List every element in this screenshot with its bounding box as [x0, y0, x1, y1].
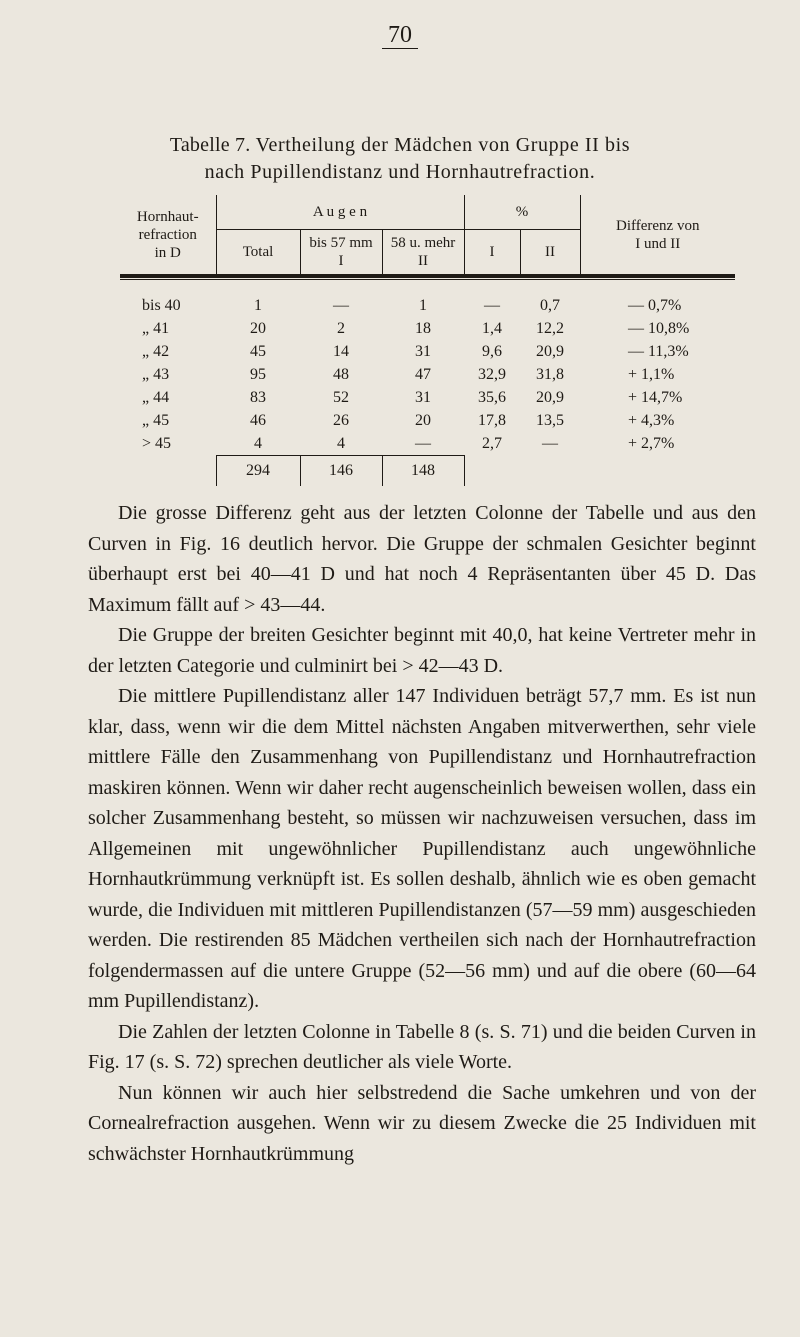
header-total: Total	[216, 230, 300, 276]
header-58-und-mehr: 58 u. mehr II	[382, 230, 464, 276]
row-label: „ 42	[142, 342, 170, 360]
cell-i: —	[333, 296, 349, 314]
cell-total: 1	[254, 296, 262, 314]
caption-line-2: nach Pupillendistanz und Hornhautrefraction.	[204, 161, 596, 183]
paragraph: Die grosse Differenz geht aus der letzten Colonne der Tabelle und aus den Curven in Fig. 16 deutlich hervor. Die Gruppe der schmalen Gesichter beginnt überhaupt erst bei 40—41 D und hat noch 4 Repräsentanten über 45 D. Das Maximum fällt auf > 43—44.	[88, 502, 756, 616]
cell-ii: —	[415, 434, 431, 452]
cell-ii: 31	[415, 388, 431, 406]
row-label: > 45	[142, 434, 172, 452]
cell-difference: + 2,7%	[628, 434, 675, 452]
cell-i: 48	[333, 365, 349, 383]
cell-total: 45	[250, 342, 266, 360]
cell-percent-ii: 20,9	[536, 388, 564, 406]
cell-difference: + 4,3%	[628, 411, 675, 429]
cell-i: 4	[337, 434, 345, 452]
cell-ii: 47	[415, 365, 431, 383]
caption-label: Tabelle 7.	[169, 134, 251, 156]
cell-total: 20	[250, 319, 266, 337]
header-refraction: Hornhaut- refraction in D	[136, 208, 199, 261]
cell-percent-ii: 12,2	[536, 319, 564, 337]
cell-total: 83	[250, 388, 266, 406]
cell-percent-ii: 31,8	[536, 365, 564, 383]
cell-percent-ii: 0,7	[540, 296, 560, 314]
table-row	[120, 280, 735, 317]
cell-i: 52	[333, 388, 349, 406]
table-row	[120, 386, 735, 409]
totals-row	[120, 456, 735, 487]
cell-percent-ii: 20,9	[536, 342, 564, 360]
paragraph: Die Zahlen der letzten Colonne in Tabelle 8 (s. S. 71) und die beiden Curven in Fig. 17 (s. S. 72) sprechen deutlicher als viele Worte.	[88, 1020, 756, 1073]
cell-percent-ii: —	[542, 434, 558, 452]
cell-difference: + 14,7%	[628, 388, 683, 406]
header-bis-57: bis 57 mm I	[300, 230, 382, 276]
paragraph: Die Gruppe der breiten Gesichter beginnt mit 40,0, hat keine Vertreter mehr in der letzten Categorie und culminirt bei > 42—43 D.	[88, 624, 756, 677]
table-row	[120, 317, 735, 340]
row-label: „ 43	[142, 365, 170, 383]
cell-difference: — 0,7%	[628, 296, 682, 314]
table-row	[120, 432, 735, 456]
cell-difference: — 11,3%	[628, 342, 689, 360]
header-percent: %	[464, 195, 580, 230]
cell-ii: 31	[415, 342, 431, 360]
cell-percent-i: 2,7	[482, 434, 502, 452]
table-row	[120, 340, 735, 363]
header-percent-ii: II	[520, 230, 580, 276]
caption-line-1: Vertheilung der Mädchen von Gruppe II bis	[255, 134, 631, 156]
row-label: bis 40	[142, 296, 181, 314]
cell-ii: 1	[419, 296, 427, 314]
header-augen: A u g e n	[216, 195, 464, 230]
cell-percent-i: 17,8	[478, 411, 506, 429]
row-label: „ 41	[142, 319, 170, 337]
row-label: „ 45	[142, 411, 170, 429]
cell-i: 26	[333, 411, 349, 429]
header-percent-i: I	[464, 230, 520, 276]
row-label: „ 44	[142, 388, 170, 406]
cell-percent-i: —	[484, 296, 500, 314]
cell-difference: — 10,8%	[628, 319, 690, 337]
cell-total: 46	[250, 411, 266, 429]
cell-ii: 18	[415, 319, 431, 337]
total-i: 146	[300, 456, 382, 487]
page-number: 70	[0, 22, 800, 49]
body-text	[88, 498, 756, 1169]
header-difference: Differenz von I und II	[580, 195, 735, 276]
table-caption	[0, 132, 800, 186]
total-ii: 148	[382, 456, 464, 487]
cell-percent-i: 35,6	[478, 388, 506, 406]
cell-total: 4	[254, 434, 262, 452]
cell-percent-i: 32,9	[478, 365, 506, 383]
cell-percent-i: 1,4	[482, 319, 502, 337]
cell-ii: 20	[415, 411, 431, 429]
cell-percent-ii: 13,5	[536, 411, 564, 429]
paragraph: Nun können wir auch hier selbstredend die Sache umkehren und von der Cornealrefraction ausgehen. Wenn wir zu diesem Zwecke die 25 Individuen mit schwächster Hornhautkrümmung	[88, 1081, 756, 1165]
table-row	[120, 363, 735, 386]
cell-percent-i: 9,6	[482, 342, 502, 360]
table-row	[120, 409, 735, 432]
cell-difference: + 1,1%	[628, 365, 675, 383]
distribution-table	[120, 195, 735, 486]
cell-total: 95	[250, 365, 266, 383]
paragraph: Die mittlere Pupillendistanz aller 147 Individuen beträgt 57,7 mm. Es ist nun klar, dass, wenn wir die dem Mittel nächsten Angaben mitverwerthen, sehr viele mittlere Fälle den Zusammenhang von Pupillendistanz und Hornhautrefraction maskiren können. Wenn wir daher recht augenscheinlich beweisen wollen, dass ein solcher Zusammenhang besteht, so müssen wir nachzuweisen versuchen, dass im Allgemeinen mit ungewöhnlicher Pupillendistanz auch ungewöhnliche Hornhautkrümmung verknüpft ist. Es sollen deshalb, ähnlich wie es oben gemacht wurde, die Individuen mit mittleren Pupillendistanzen (57—59 mm) ausgeschieden werden. Die restirenden 85 Mädchen vertheilen sich nach der Hornhautrefraction folgendermassen auf die untere Gruppe (52—56 mm) und auf die obere (60—64 mm Pupillendistanz).	[88, 685, 756, 1012]
total-total: 294	[216, 456, 300, 487]
cell-i: 2	[337, 319, 345, 337]
cell-i: 14	[333, 342, 349, 360]
